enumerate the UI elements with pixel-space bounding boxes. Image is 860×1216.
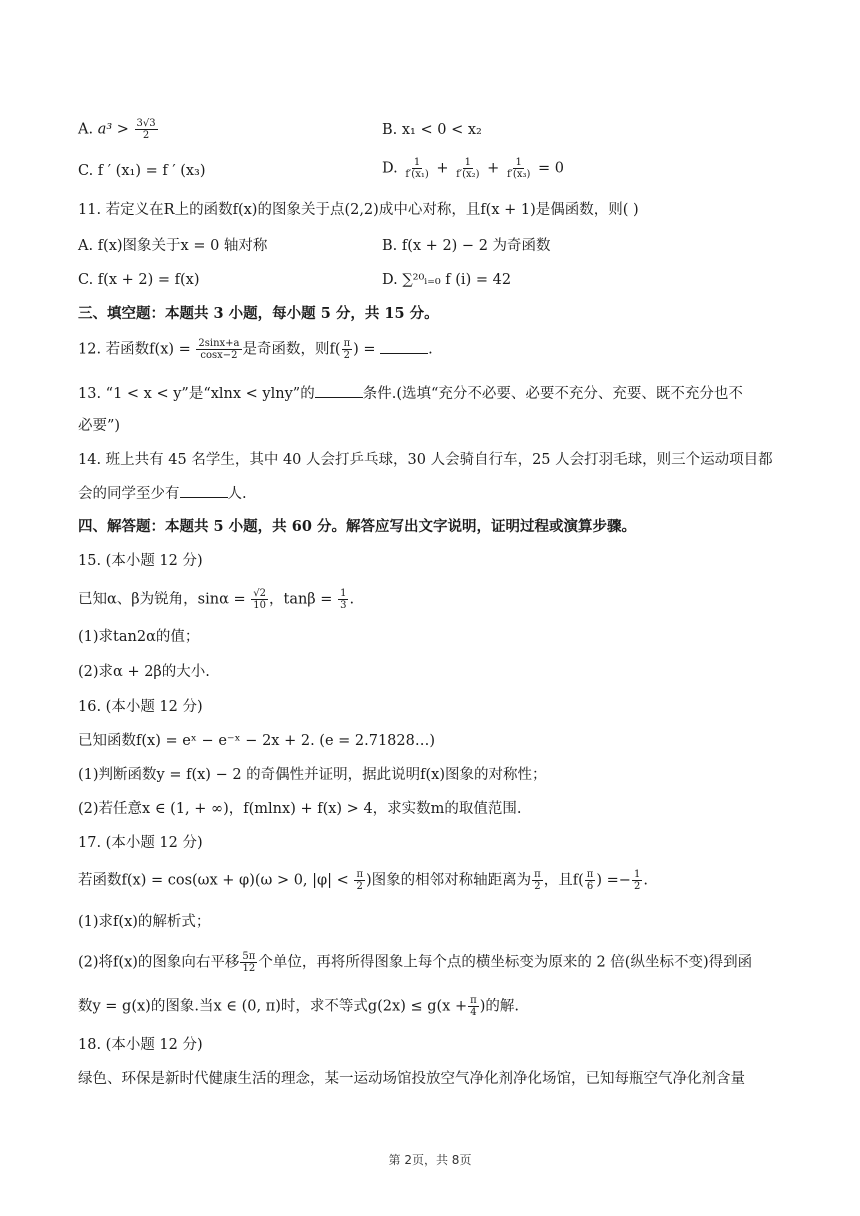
q15-part-2: (2)求α + 2β的大小. [78,664,210,680]
answer-blank [315,383,363,398]
q14-line-2: 会的同学至少有 人. [78,483,247,504]
q11-option-d: D. ∑²⁰ᵢ₌₀ f (i) = 42 [382,272,512,288]
q15-heading: 15. (本小题 12 分) [78,553,203,569]
q16-given: 已知函数f(x) = eˣ − e⁻ˣ − 2x + 2. (e = 2.71828…) [78,733,436,749]
page-footer: 第 2页，共 8页 [388,1153,472,1167]
q17-given: 若函数f(x) = cos(ωx + φ)(ω > 0, |φ| < $\frac{\pi}{2}$ )图象的相邻对称轴距离为 $\frac{\pi}{2}$ ，且f( $\frac{\pi}{6}$ ) =− $\frac{1}{2}$ . [78,869,648,892]
q15-part-1: (1)求tan2α的值； [78,629,200,645]
q10-option-b: B. x₁ < 0 < x₂ [382,122,482,138]
q11-option-b: B. f(x + 2) − 2 为奇函数 [382,238,551,254]
q10-option-d: D. $\frac{1}{\text{f′(x₁)}}$ + $\frac{1}{\text{f′(x₂)}}$ + $\frac{1}{\text{f′(x₃)}}$ = 0 [382,157,564,180]
q17-part-2-line-2: 数y = g(x)的图象.当x ∈ (0, π)时，求不等式g(2x) ≤ g(x + $\frac{\pi}{4}$ )的解. [78,995,519,1018]
q16-heading: 16. (本小题 12 分) [78,699,203,715]
q11-option-a: A. f(x)图象关于x = 0 轴对称 [78,238,268,254]
q15-given: 已知α、β为锐角，sinα = $\frac{√2}{10}$ ，tanβ = $\frac{1}{3}$ . [78,588,355,611]
fraction: $\frac{3√3}{2}$ [136,118,156,141]
q13-line-2: 必要”) [78,418,121,434]
q13-line-1: 13. “1 < x < y”是“xlnx < ylny”的 条件.(选填“充分不必要、必要不充分、充要、既不充分也不 [78,383,743,404]
q18-heading: 18. (本小题 12 分) [78,1037,203,1053]
answer-blank [380,339,428,354]
section-4-heading: 四、解答题：本题共 5 小题，共 60 分。解答应写出文字说明，证明过程或演算步骤。 [78,518,636,535]
q11-stem: 11. 若定义在R上的函数f(x)的图象关于点(2,2)成中心对称，且f(x + 1)是偶函数，则( ) [78,202,639,218]
q16-part-1: (1)判断函数y = f(x) − 2 的奇偶性并证明，据此说明f(x)图象的对称性； [78,767,547,783]
q16-part-2: (2)若任意x ∈ (1, + ∞)，f(mlnx) + f(x) > 4，求实数m的取值范围. [78,801,522,817]
q10-option-c: C. f ′ (x₁) = f ′ (x₃) [78,163,206,179]
q11-option-c: C. f(x + 2) = f(x) [78,272,200,288]
q17-heading: 17. (本小题 12 分) [78,835,203,851]
q17-part-2-line-1: (2)将f(x)的图象向右平移 $\frac{5\pi}{12}$ 个单位，再将所得图象上每个点的横坐标变为原来的 2 倍(纵坐标不变)得到函 [78,951,753,974]
answer-blank [180,483,228,498]
q18-text: 绿色、环保是新时代健康生活的理念，某一运动场馆投放空气净化剂净化场馆，已知每瓶空气净化剂含量 [78,1071,745,1087]
q10-option-a: A. a³ > $\frac{3√3}{2}$ [78,118,156,141]
q17-part-1: (1)求f(x)的解析式； [78,914,211,930]
q12: 12. 若函数f(x) = $\frac{2\sin x+a}{\cos x-2}$ 是奇函数，则f( $\frac{\pi}{2}$ ) = . [78,338,433,361]
q14-line-1: 14. 班上共有 45 名学生，其中 40 人会打乒乓球，30 人会骑自行车，25 人会打羽毛球，则三个运动项目都 [78,452,773,468]
section-3-heading: 三、填空题：本题共 3 小题，每小题 5 分，共 15 分。 [78,305,439,322]
